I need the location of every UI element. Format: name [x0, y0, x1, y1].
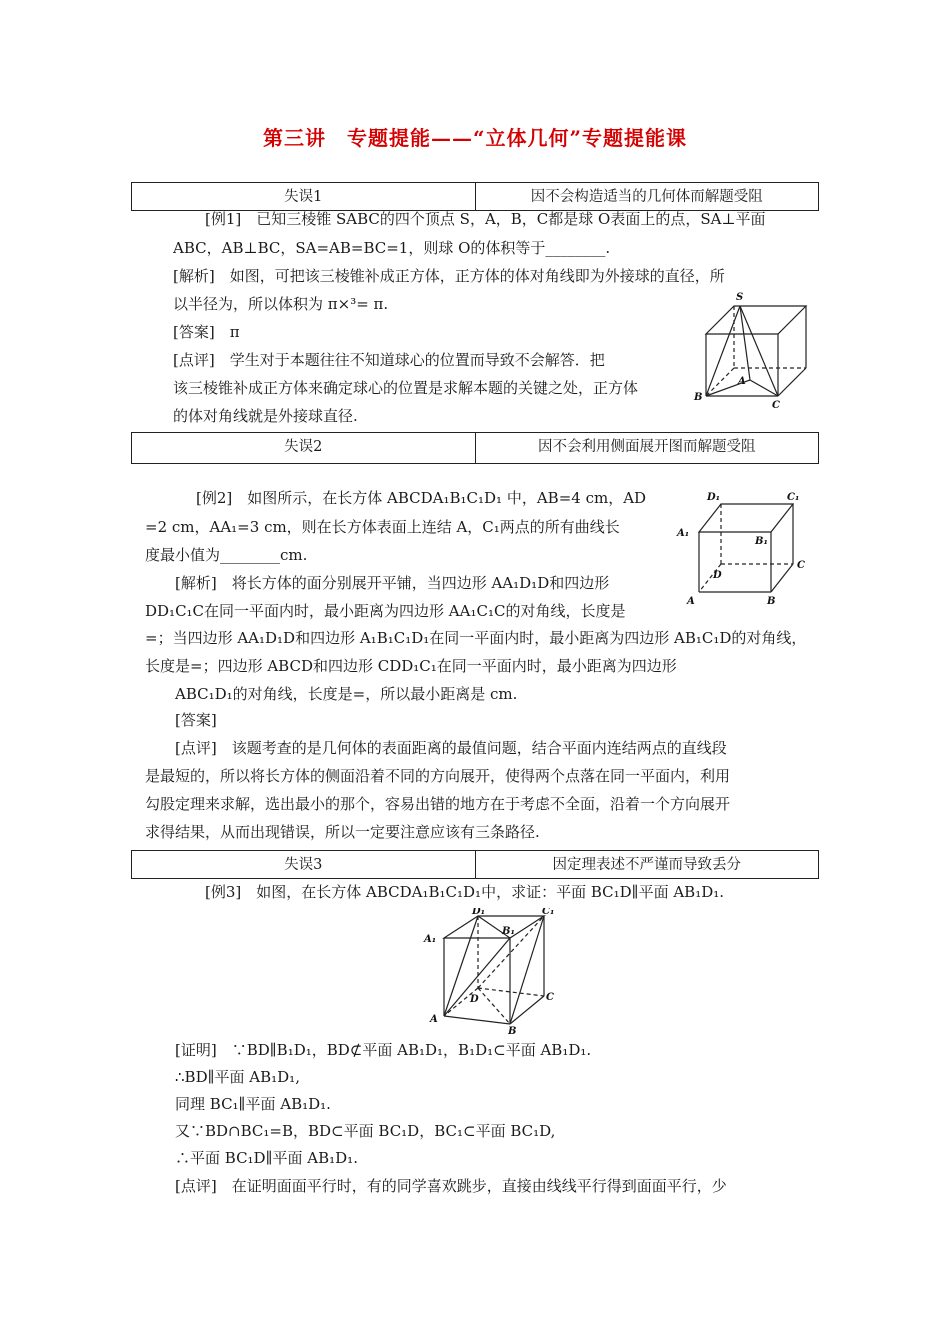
cube-top-face — [706, 306, 806, 334]
pyramid-edge-sb — [706, 306, 740, 396]
vertex-label-c1: C₁ — [787, 492, 800, 503]
section-desc: 因不会利用侧面展开图而解题受阻 — [475, 433, 819, 464]
section-name: 失误1 — [132, 183, 476, 211]
example-3-proof-line1: [证明] ∵BD∥B₁D₁，BD⊄平面 AB₁D₁，B₁D₁⊂平面 AB₁D₁. — [175, 1041, 592, 1059]
example-1-analysis-line2: 以半径为，所以体积为 π×³= π. — [173, 295, 389, 313]
example-1-comment-line2: 该三棱锥补成正方体来确定球心的位置是求解本题的关键之处，正方体 — [173, 379, 639, 397]
cuboid-hidden-edge — [478, 988, 544, 996]
pyramid-edge-ac — [750, 380, 778, 396]
example-2-comment-line1: [点评] 该题考查的是几何体的表面距离的最值问题，结合平面内连结两点的直线段 — [175, 739, 727, 757]
vertex-label-d1: D₁ — [472, 908, 486, 917]
example-1-question-line1: [例1] 已知三棱锥 SABC的四个顶点 S，A，B，C都是球 O表面上的点，SA⊥平面 — [205, 210, 766, 228]
example-2-analysis-line1: [解析] 将长方体的面分别展开平铺，当四边形 AA₁D₁D和四边形 — [175, 574, 610, 592]
example-3-proof-line5: ∴平面 BC₁D∥平面 AB₁D₁. — [175, 1149, 358, 1167]
section-desc: 因定理表述不严谨而导致丢分 — [475, 851, 819, 879]
example-2-answer: [答案] — [175, 711, 217, 729]
vertex-label-d: D — [713, 570, 722, 581]
figure-2-cuboid — [675, 488, 815, 610]
example-1-question-line2: ABC，AB⊥BC，SA=AB=BC=1，则球 O的体积等于________. — [173, 239, 611, 257]
vertex-label-c: C — [546, 992, 554, 1003]
vertex-label-b: B — [767, 596, 776, 607]
vertex-label-b: B — [508, 1026, 517, 1036]
example-3-proof-line4: 又∵BD∩BC₁=B，BD⊂平面 BC₁D，BC₁⊂平面 BC₁D, — [175, 1122, 556, 1140]
example-2-analysis-line4: 长度是=；四边形 ABCD和四边形 CDD₁C₁在同一平面内时，最小距离为四边形 — [145, 657, 677, 675]
example-2-question-line2: =2 cm，AA₁=3 cm，则在长方体表面上连结 A，C₁两点的所有曲线长 — [145, 518, 620, 536]
vertex-label-a: A — [687, 596, 695, 607]
example-1-comment-line3: 的体对角线就是外接球直径. — [173, 407, 358, 425]
example-2-question-line1: [例2] 如图所示，在长方体 ABCDA₁B₁C₁D₁ 中，AB=4 cm，AD — [196, 489, 647, 507]
vertex-label-c: C — [772, 400, 780, 411]
vertex-label-b1: B₁ — [502, 926, 515, 937]
example-3-question: [例3] 如图，在长方体 ABCDA₁B₁C₁D₁中，求证：平面 BC₁D∥平面 AB₁D₁. — [205, 883, 725, 901]
section-header-2 — [131, 432, 819, 464]
vertex-label-b1: B₁ — [755, 536, 768, 547]
vertex-label-a: A — [738, 376, 746, 387]
example-2-question-line3: 度最小值为________cm. — [145, 546, 308, 564]
vertex-label-a: A — [430, 1014, 438, 1025]
section-name: 失误2 — [132, 433, 476, 464]
figure-1-cube-pyramid — [690, 288, 820, 413]
section-header-3 — [131, 850, 819, 879]
cuboid-edge — [444, 1016, 510, 1024]
vertex-label-c: C — [797, 560, 805, 571]
vertex-label-c1: C₁ — [542, 908, 555, 917]
diagonal-bd — [478, 988, 510, 1024]
section-name: 失误3 — [132, 851, 476, 879]
example-2-comment-line2: 是最短的，所以将长方体的侧面沿着不同的方向展开，使得两个点落在同一平面内，利用 — [145, 767, 731, 785]
example-2-analysis-line3: =；当四边形 AA₁D₁D和四边形 A₁B₁C₁D₁在同一平面内时，最小距离为四边形 AB₁C₁D的对角线， — [145, 629, 807, 647]
vertex-label-b: B — [694, 392, 703, 403]
cube-hidden-edge — [706, 368, 734, 396]
example-2-comment-line4: 求得结果，从而出现错误，所以一定要注意应该有三条路径. — [145, 823, 540, 841]
example-2-analysis-line5: ABC₁D₁的对角线，长度是=，所以最小距离是 cm. — [175, 685, 518, 703]
cuboid-edge — [771, 564, 793, 592]
example-3-comment-line1: [点评] 在证明面面平行时，有的同学喜欢跳步，直接由线线平行得到面面平行，少 — [175, 1177, 727, 1195]
example-3-proof-line2: ∴BD∥平面 AB₁D₁, — [175, 1068, 300, 1086]
section-desc: 因不会构造适当的几何体而解题受阻 — [475, 183, 819, 211]
example-1-comment-line1: [点评] 学生对于本题往往不知道球心的位置而导致不会解答．把 — [173, 351, 605, 369]
cube-edge — [778, 368, 806, 396]
example-2-comment-line3: 勾股定理来求解，选出最小的那个，容易出错的地方在于考虑不全面，沿着一个方向展开 — [145, 795, 731, 813]
example-1-analysis-line1: [解析] 如图，可把该三棱锥补成正方体，正方体的体对角线即为外接球的直径，所 — [173, 267, 725, 285]
diagonal-bc1 — [510, 916, 544, 1024]
cuboid-edge — [510, 996, 544, 1024]
vertex-label-d1: D₁ — [707, 492, 721, 503]
figure-3-cuboid-planes — [422, 908, 562, 1036]
vertex-label-d: D — [470, 994, 479, 1005]
vertex-label-a1: A₁ — [677, 528, 690, 539]
vertex-label-s: S — [736, 292, 744, 303]
cuboid-top-face — [699, 504, 793, 532]
example-3-proof-line3: 同理 BC₁∥平面 AB₁D₁. — [175, 1095, 331, 1113]
example-2-analysis-line2: DD₁C₁C在同一平面内时，最小距离为四边形 AA₁C₁C的对角线，长度是 — [145, 602, 626, 620]
vertex-label-a1: A₁ — [424, 934, 437, 945]
page-title: 第三讲 专题提能——“立体几何”专题提能课 — [262, 126, 687, 150]
example-1-answer: [答案] π — [173, 323, 240, 341]
